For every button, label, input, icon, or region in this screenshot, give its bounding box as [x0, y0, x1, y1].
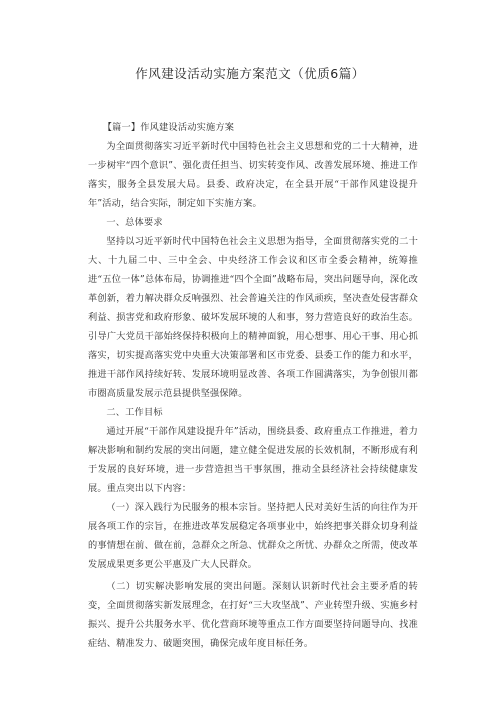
part2-title: 二、工作目标: [106, 407, 163, 418]
part2-paragraph: 通过开展“干部作风建设提升年”活动，围绕县委、政府重点工作推进，着力解决影响和制约发展的突出问题，建立健全促进发展的长效机制，不断形成有利于发展的良好环境，进一步营造担当干事氛围，推动全县经济社会持续健康发展。重点突出以下内容：: [88, 426, 418, 494]
document-title: 作风建设活动实施方案范文（优质6篇）: [135, 66, 365, 81]
part1-paragraph: 坚持以习近平新时代中国特色社会主义思想为指导，全面贯彻落实党的二十大、十九届二中、三中全会、中央经济工作会议和区市全委会精神，统筹推进“五位一体”总体布局，协调推进“四个全面”战略布局，突出问题导向，深化改革创新，着力解决群众反响强烈、社会普遍关注的作风顽疾，坚决查处侵害群众利益、损害党和政府形象、破坏发展环境的人和事，努力营造良好的政治生态。引导广大党员干部始终保持积极向上的精神面貌，用心想事、用心干事、用心抓落实，切实提高落实党中央重大决策部署和区市党委、县委工作的能力和水平，推进干部作风持续好转、发展环境明显改善、各项工作圆满落实，为争创银川都市圈高质量发展示范县提供坚强保障。: [88, 236, 418, 399]
intro-paragraph: 为全面贯彻落实习近平新时代中国特色社会主义思想和党的二十大精神，进一步树牢“四个意识”、强化责任担当、切实转变作风、改善发展环境、推进工作落实，服务全县发展大局。县委、政府决定，在全县开展“干部作风建设提升年”活动，结合实际，制定如下实施方案。: [88, 141, 418, 209]
section-heading: 【篇一】作风建设活动实施方案: [102, 122, 235, 133]
item1-paragraph: （一）深入践行为民服务的根本宗旨。坚持把人民对美好生活的向往作为开展各项工作的宗旨，在推进改革发展稳定各项事业中，始终把事关群众切身利益的事情想在前、做在前，急群众之所急、忧群众之所忧、办群众之所需，使改革发展成果更多更公平惠及广大人民群众。: [88, 502, 418, 570]
part1-title: 一、总体要求: [106, 217, 163, 228]
document-body: [88, 118, 418, 653]
item2-paragraph: （二）切实解决影响发展的突出问题。深刻认识新时代社会主要矛盾的转变，全面贯彻落实新发展理念，在打好“三大攻坚战”、产业转型升级、实施乡村振兴、提升公共服务水平、优化营商环境等重点工作方面要坚持问题导向、找准症结、精准发力、破题突围，确保完成年度目标任务。: [88, 581, 418, 649]
